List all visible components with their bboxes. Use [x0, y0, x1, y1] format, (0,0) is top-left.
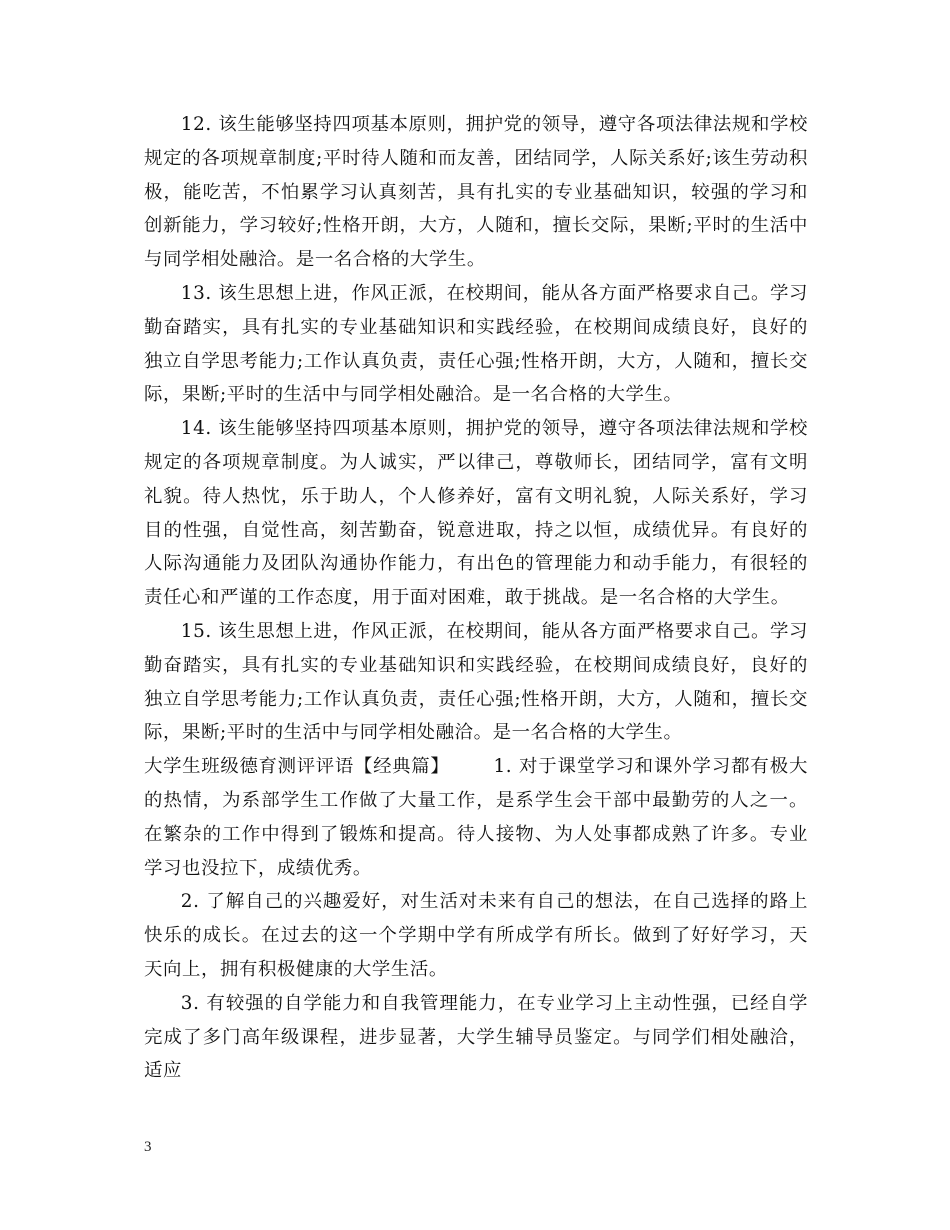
paragraph-item-13: 13. 该生思想上进，作风正派，在校期间，能从各方面严格要求自己。学习勤奋踏实，具有扎实的专业基础知识和实践经验，在校期间成绩良好，良好的独立自学思考能力;工作认真负责，责任心强;性格开朗，大方，人随和，擅长交际，果断;平时的生活中与同学相处融洽。是一名合格的大学生。 — [144, 282, 808, 406]
paragraph-item-2: 2. 了解自己的兴趣爱好，对生活对未来有自己的想法，在自己选择的路上快乐的成长。在过去的这一个学期中学有所成学有所长。做到了好好学习，天天向上，拥有积极健康的大学生活。 — [144, 891, 808, 980]
paragraph-item-12: 12. 该生能够坚持四项基本原则，拥护党的领导，遵守各项法律法规和学校规定的各项规章制度;平时待人随和而友善，团结同学，人际关系好;该生劳动积极，能吃苦，不怕累学习认真刻苦，具有扎实的专业基础知识，较强的学习和创新能力，学习较好;性格开朗，大方，人随和，擅长交际，果断;平时的生活中与同学相处融洽。是一名合格的大学生。 — [144, 114, 808, 271]
section-title: 大学生班级德育测评评语【经典篇】 — [144, 756, 450, 778]
paragraph-item-3: 3. 有较强的自学能力和自我管理能力，在专业学习上主动性强，已经自学完成了多门高年级课程，进步显著，大学生辅导员鉴定。与同学们相处融洽，适应 — [144, 992, 808, 1082]
paragraph-item-14: 14. 该生能够坚持四项基本原则，拥护党的领导，遵守各项法律法规和学校规定的各项规章制度。为人诚实，严以律己，尊敬师长，团结同学，富有文明礼貌。待人热忱，乐于助人，个人修养好，富有文明礼貌，人际关系好，学习目的性强，自觉性高，刻苦勤奋，锐意进取，持之以恒，成绩优异。有良好的人际沟通能力及团队沟通协作能力，有出色的管理能力和动手能力，有很轻的责任心和严谨的工作态度，用于面对困难，敢于挑战。是一名合格的大学生。 — [144, 418, 808, 609]
section-paragraph — [144, 750, 808, 885]
paragraph-item-1: 1. 对于课堂学习和课外学习都有极大的热情，为系部学生工作做了大量工作，是系学生会干部中最勤劳的人之一。在繁杂的工作中得到了锻炼和提高。待人接物、为人处事都成熟了许多。专业学习也没拉下，成绩优秀。 — [144, 756, 808, 879]
paragraph-item-15: 15. 该生思想上进，作风正派，在校期间，能从各方面严格要求自己。学习勤奋踏实，具有扎实的专业基础知识和实践经验，在校期间成绩良好，良好的独立自学思考能力;工作认真负责，责任心强;性格开朗，大方，人随和，擅长交际，果断;平时的生活中与同学相处融洽。是一名合格的大学生。 — [144, 620, 808, 744]
page-number: 3 — [144, 1139, 152, 1155]
document-body — [144, 108, 808, 1088]
